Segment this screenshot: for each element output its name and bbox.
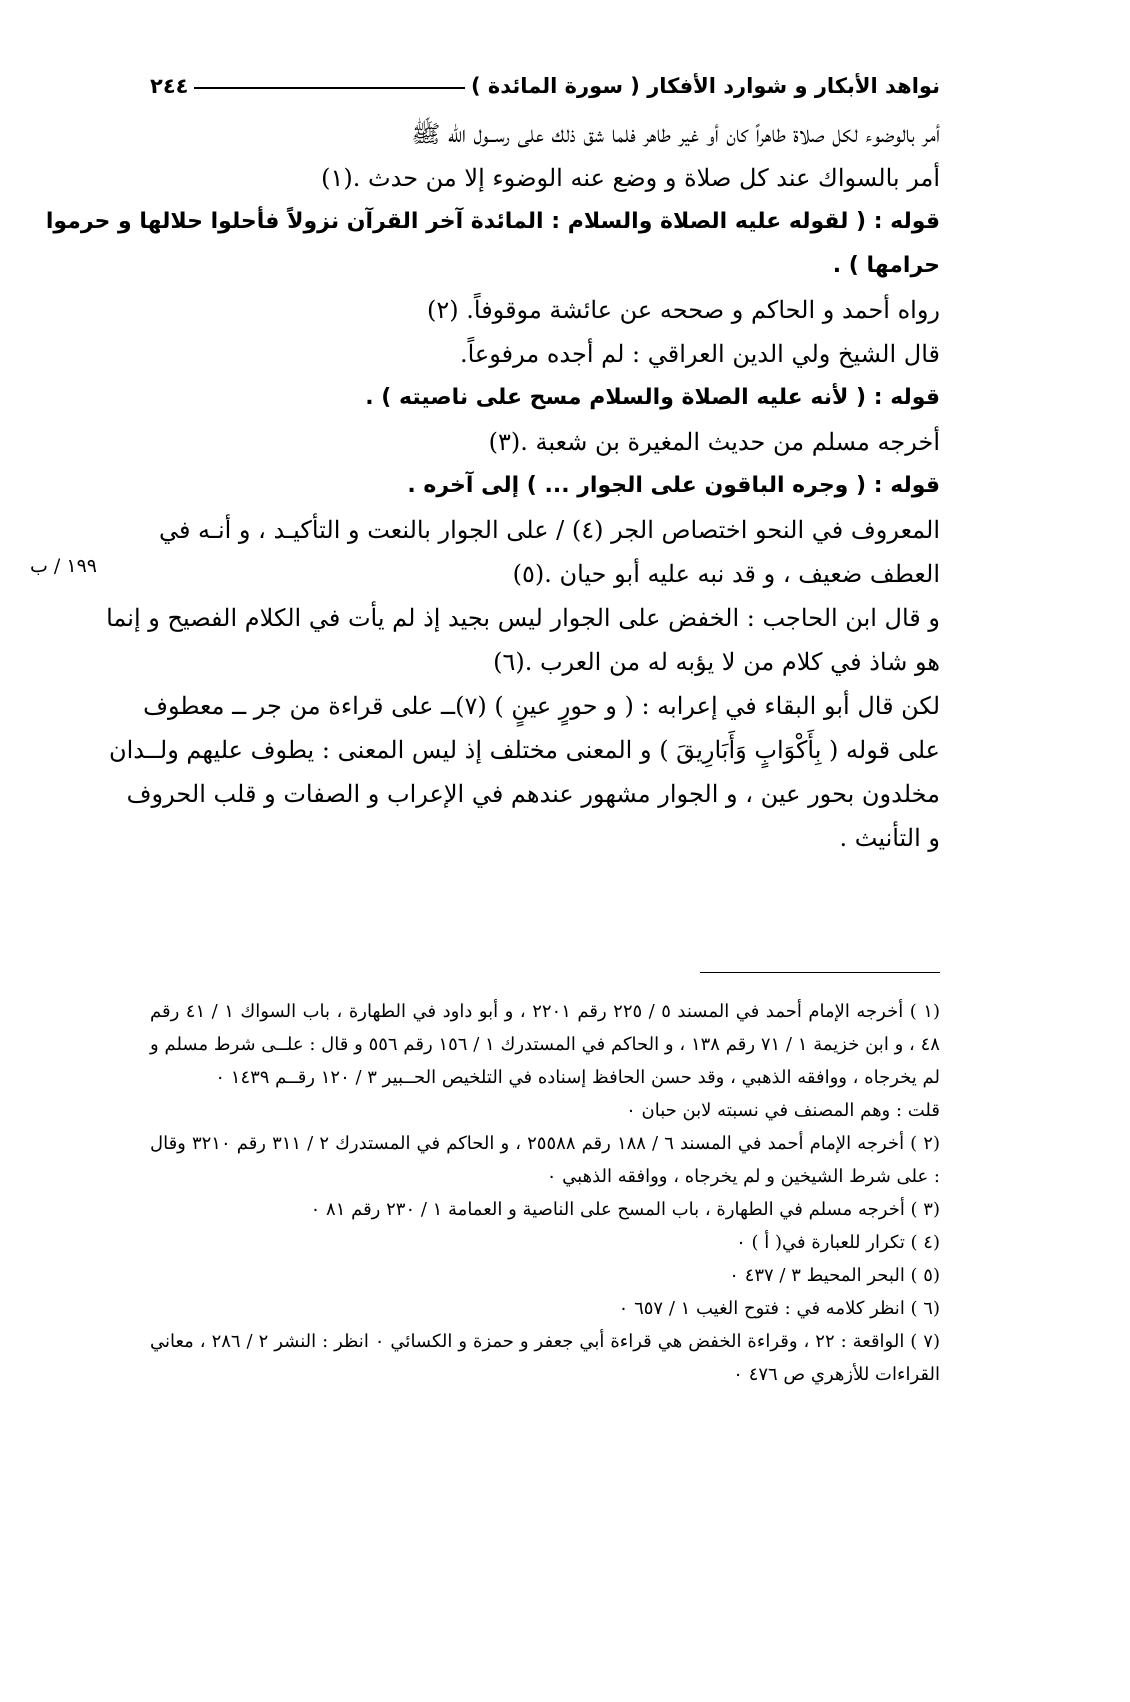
footnote: (٣ ) أخرجه مسلم في الطهارة ، باب المسح على الناصية و العمامة ١ / ٢٣٠ رقم ٨١ ٠ [310, 1199, 940, 1220]
text-line: أخرجه مسلم من حديث المغيرة بن شعبة .(٣) [488, 428, 940, 456]
text-line: أمر بالسواك عند كل صلاة و وضع عنه الوضوء إلا من حدث .(١) [321, 164, 940, 192]
margin-folio-note: ١٩٩ / ب [30, 555, 97, 577]
text-line: و قال ابن الحاجب : الخفض على الجوار ليس بجيد إذ لم يأت في الكلام الفصيح و إنما [106, 604, 940, 632]
footnote: قلت : وهم المصنف في نسبته لابن حبان ٠ [626, 1100, 940, 1121]
text-line: لكن قال أبو البقاء في إعرابه : ( و حورٍ عينٍ ) (٧)ــ على قراءة من جر ــ معطوف [143, 692, 940, 720]
text-line: مخلدون بحور عين ، و الجوار مشهور عندهم في الإعراب و الصفات و قلب الحروف [126, 780, 940, 808]
header-rule [194, 87, 465, 89]
page-number: ٢٤٤ [150, 74, 189, 98]
text-line: و التأنيث . [839, 824, 940, 852]
text-line: أمر بالوضوء لكل صلاة طاهراً كان أو غير طاهر فلما شق ذلك على رســول الله ﷺ [411, 120, 940, 148]
text-line: على قوله ( بِأَكْوَابٍ وَأَبَارِيقَ ) و المعنى مختلف إذ ليس المعنى : يطوف عليهم ولــدان [108, 736, 940, 764]
quote-heading: حرامها ) . [832, 253, 940, 278]
quote-heading: قوله : ( وجره الباقون على الجوار ... ) إلى آخره . [407, 473, 940, 498]
running-header [150, 58, 940, 98]
header-title: نواهد الأبكار و شوارد الأفكار ( سورة المائدة ) [470, 74, 940, 98]
quote-heading: قوله : ( لقوله عليه الصلاة والسلام : المائدة آخر القرآن نزولاً فأحلوا حلالها و حرموا [45, 209, 940, 234]
quote-heading: قوله : ( لأنه عليه الصلاة والسلام مسح على ناصيته ) . [365, 385, 940, 410]
footnote: (٢ ) أخرجه الإمام أحمد في المسند ٦ / ١٨٨ رقم ٢٥٥٨٨ ، و الحاكم في المستدرك ٢ / ٣١١ رقم ٣٢١٠ وقال : على شرط الشيخين و لم يخرجاه ، ووافقه الذهبي ٠ [150, 1133, 940, 1187]
text-line: العطف ضعيف ، و قد نبه عليه أبو حيان .(٥) [512, 560, 940, 588]
footnote: (١ ) أخرجه الإمام أحمد في المسند ٥ / ٢٢٥ رقم ٢٢٠١ ، و أبو داود في الطهارة ، باب السواك ١ / ٤١ رقم ٤٨ ، و ابن خزيمة ١ / ٧١ رقم ١٣٨ ، و الحاكم في المستدرك ١ / ١٥٦ رقم ٥٥٦ و قال : علــى شرط مسلم و لم يخرجاه ، ووافقه الذهبي ، وقد حسن الحافظ إسناده في التلخيص الحــبير ٣ / ١٢٠ رقــم ١٤٣٩ ٠ [150, 1001, 940, 1088]
footnote: (٥ ) البحر المحيط ٣ / ٤٣٧ ٠ [729, 1265, 940, 1286]
text-line: رواه أحمد و الحاكم و صححه عن عائشة موقوفاً. (٢) [427, 296, 940, 324]
text-line: هو شاذ في كلام من لا يؤبه له من العرب .(٦) [493, 648, 940, 676]
footnotes [150, 995, 940, 1391]
footnote: (٦ ) انظر كلامه في : فتوح الغيب ١ / ٦٥٧ ٠ [618, 1298, 940, 1319]
text-line: المعروف في النحو اختصاص الجر (٤) / على الجوار بالنعت و التأكيـد ، و أنـه في [158, 516, 940, 544]
footnote: (٤ ) تكرار للعبارة في( أ ) ٠ [736, 1232, 940, 1253]
footnote-separator [700, 972, 940, 973]
text-line: قال الشيخ ولي الدين العراقي : لم أجده مرفوعاً. [459, 340, 940, 368]
footnote: (٧ ) الواقعة : ٢٢ ، وقراءة الخفض هي قراءة أبي جعفر و حمزة و الكسائي ٠ انظر : النشر ٢ / ٢٨٦ ، معاني القراءات للأزهري ص ٤٧٦ ٠ [150, 1331, 940, 1385]
